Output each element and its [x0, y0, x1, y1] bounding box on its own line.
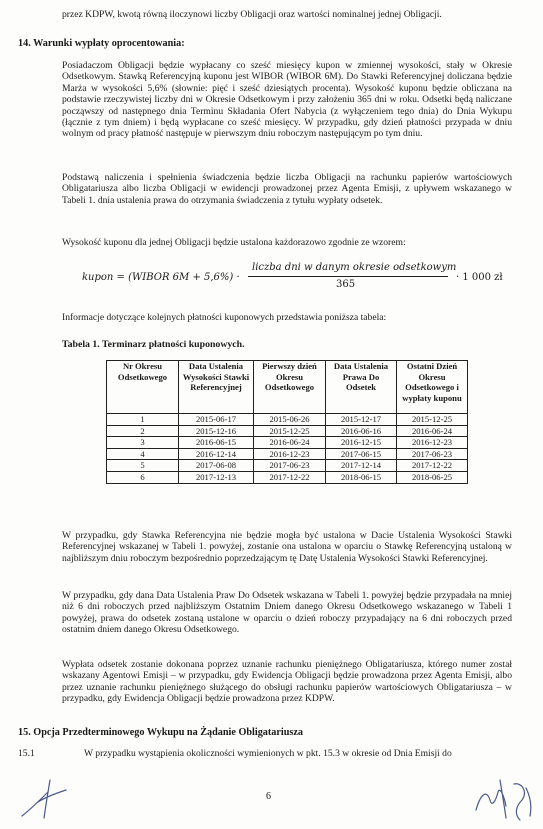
top-continuation-line: przez KDPW, kwotą równą iloczynowi liczby Obligacji oraz wartości nominalnej jednej Obligacji.	[62, 9, 442, 20]
cell-date: 2016-06-24	[254, 437, 326, 449]
coupon-schedule-table	[106, 360, 468, 484]
header-reference-rate-date: Data Ustalenia Wysokości Stawki Referencyjnej	[179, 361, 254, 414]
cell-date: 2016-12-23	[254, 448, 326, 460]
cell-date: 2016-12-14	[179, 448, 254, 460]
cell-period: 1	[107, 414, 179, 426]
section-14-paragraph-1: Posiadaczom Obligacji będzie wypłacany co sześć miesięcy kupon w zmiennej wysokości, stały w Okresie Odsetkowym. Stawką Referencyjną kuponu jest WIBOR (WIBOR 6M). Do Stawki Referencyjnej doliczana będzie Marża w wysokości 5,6% (słownie: pięć i sześć dziesiątych procenta). Wysokość kuponu będzie obliczana na podstawie rzeczywistej liczby dni w Okresie Odsetkowym i przy założeniu 365 dni w roku. Odsetki będą naliczane począwszy od następnego dnia Terminu Składania Ofert Nabycia (z wyłączeniem tego dnia) do Dnia Wykupu (łącznie z tym dniem) i będą wypłacane co sześć miesięcy. W przypadku, gdy dzień płatności przypada w dniu wolnym od pracy płatność następuje w pierwszym dniu roboczym następującym po tym dniu.	[62, 60, 512, 140]
formula-rhs: · 1 000 zł	[456, 272, 503, 283]
cell-date: 2015-12-25	[397, 414, 468, 426]
table-header-row	[107, 361, 468, 414]
coupon-formula	[82, 262, 522, 296]
table-row	[107, 414, 468, 426]
section-14-paragraph-4: Informacje dotyczące kolejnych płatności kuponowych przedstawia poniższa tabela:	[62, 312, 387, 323]
cell-date: 2015-06-26	[254, 414, 326, 426]
cell-date: 2016-06-24	[397, 425, 468, 437]
cell-date: 2017-12-13	[179, 471, 254, 483]
cell-period: 4	[107, 448, 179, 460]
cell-date: 2016-06-16	[326, 425, 397, 437]
cell-period: 6	[107, 471, 179, 483]
cell-date: 2017-06-23	[397, 448, 468, 460]
header-period-number: Nr Okresu Odsetkowego	[107, 361, 179, 414]
cell-date: 2017-12-22	[254, 471, 326, 483]
cell-date: 2016-12-23	[397, 437, 468, 449]
cell-date: 2017-12-22	[397, 460, 468, 472]
table-row	[107, 448, 468, 460]
cell-date: 2016-12-15	[326, 437, 397, 449]
cell-date: 2017-06-08	[179, 460, 254, 472]
formula-fraction-line	[248, 276, 448, 277]
cell-date: 2017-06-15	[326, 448, 397, 460]
section-14-paragraph-6: W przypadku, gdy dana Data Ustalenia Praw Do Odsetek wskazana w Tabeli 1. powyżej będzie przypadała na mniej niż 6 dni roboczych przed najbliższym Ostatnim Dniem danego Okresu Odsetkowego wskazanego w Tabeli 1 powyżej, prawa do odsetek zostaną ustalone w oparciu o dzień roboczy przypadający na 6 dni roboczych przed ostatnim dniem danego Okresu Odsetkowego.	[62, 590, 512, 636]
cell-date: 2015-12-16	[179, 425, 254, 437]
header-first-day: Pierwszy dzień Okresu Odsetkowego	[254, 361, 326, 414]
table-row	[107, 437, 468, 449]
cell-date: 2018-06-25	[397, 471, 468, 483]
table-row	[107, 425, 468, 437]
header-last-day: Ostatni Dzień Okresu Odsetkowego i wypłaty kuponu	[397, 361, 468, 414]
section-14-paragraph-2: Podstawą naliczenia i spełnienia świadczenia będzie liczba Obligacji na rachunku papierów wartościowych Obligatariusza albo liczba Obligacji w ewidencji prowadzonej przez Agenta Emisji, z upływem wskazanego w Tabeli 1. dnia ustalenia prawa do otrzymania świadczenia z tytułu wypłaty odsetek.	[62, 172, 512, 206]
cell-date: 2015-06-17	[179, 414, 254, 426]
formula-numerator: liczba dni w danym okresie odsetkowym	[252, 262, 457, 273]
section-14-paragraph-5: W przypadku, gdy Stawka Referencyjna nie będzie mogła być ustalona w Dacie Ustalenia Wysokości Stawki Referencyjnej wskazanej w Tabeli 1. powyżej, zostanie ona ustalona w oparciu o Stawkę Referencyjną ustaloną w najbliższym dniu roboczym bezpośrednio poprzedzającym tę Datę Ustalenia Wysokości Stawki Referencyjnej.	[62, 530, 512, 564]
header-record-date: Data Ustalenia Prawa Do Odsetek	[326, 361, 397, 414]
formula-lhs: kupon = (WIBOR 6M + 5,6%) ·	[82, 272, 240, 283]
page-number: 6	[266, 791, 271, 802]
cell-date: 2017-12-14	[326, 460, 397, 472]
cell-period: 5	[107, 460, 179, 472]
subsection-15-1-text: W przypadku wystąpienia okoliczności wymienionych w pkt. 15.3 w okresie od Dnia Emisji do	[84, 748, 452, 759]
section-14-heading: 14. Warunki wypłaty oprocentowania:	[18, 38, 185, 49]
section-15-heading: 15. Opcja Przedterminowego Wykupu na Żądanie Obligatariusza	[18, 727, 303, 738]
cell-date: 2018-06-15	[326, 471, 397, 483]
cell-date: 2015-12-17	[326, 414, 397, 426]
section-14-paragraph-7: Wypłata odsetek zostanie dokonana poprzez uznanie rachunku pieniężnego Obligatariusza, którego numer został wskazany Agentowi Emisji – w przypadku, gdy Ewidencja Obligacji będzie prowadzona przez Agenta Emisji, albo przez uznanie rachunku pieniężnego służącego do obsługi rachunku papierów wartościowych Obligatariusza – w przypadku, gdy Ewidencja Obligacji będzie prowadzona przez KDPW.	[62, 659, 512, 705]
table-row	[107, 460, 468, 472]
formula-denominator: 365	[336, 279, 356, 290]
cell-date: 2015-12-25	[254, 425, 326, 437]
initials-signature-left-icon	[14, 772, 74, 822]
table-row	[107, 471, 468, 483]
section-14-paragraph-3: Wysokość kuponu dla jednej Obligacji będzie ustalona każdorazowo zgodnie ze wzorem:	[62, 237, 406, 248]
cell-date: 2016-06-15	[179, 437, 254, 449]
cell-period: 3	[107, 437, 179, 449]
subsection-15-1-number: 15.1	[18, 748, 35, 759]
initials-signature-right-icon	[470, 770, 540, 825]
cell-period: 2	[107, 425, 179, 437]
table-title: Tabela 1. Terminarz płatności kuponowych.	[62, 339, 245, 350]
cell-date: 2017-06-23	[254, 460, 326, 472]
